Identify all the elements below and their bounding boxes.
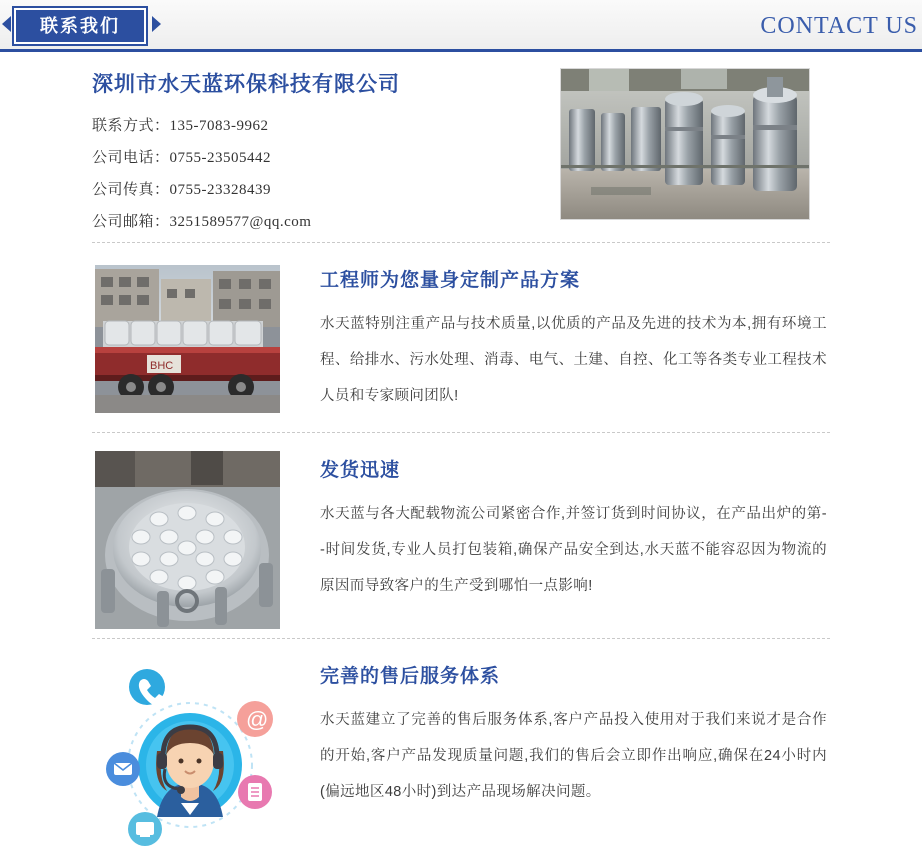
filter-vessel-photo <box>95 451 280 629</box>
customer-service-illustration <box>95 657 285 847</box>
feature-title: 发货迅速 <box>320 460 401 481</box>
svg-text:@: @ <box>246 707 269 732</box>
feature-row-fast-shipping <box>0 433 922 638</box>
contact-label: 联系方式： <box>92 117 170 134</box>
svg-text:BHC: BHC <box>150 360 174 372</box>
feature-row-custom-solution <box>0 243 922 432</box>
header-tab-contact[interactable]: 联系我们 <box>14 8 146 44</box>
contact-info <box>92 68 542 238</box>
contact-block <box>0 52 922 242</box>
feature-body <box>320 455 827 604</box>
contact-value: 0755-23328439 <box>169 182 272 198</box>
tab-right-arrow-icon <box>152 16 161 32</box>
header-english-label: CONTACT US <box>760 13 918 39</box>
contact-value: 3251589577@qq.com <box>169 214 312 230</box>
contact-line <box>92 110 542 142</box>
contact-value: 135-7083-9962 <box>169 118 269 134</box>
feature-row-after-sales <box>0 639 922 844</box>
contact-line <box>92 142 542 174</box>
feature-body <box>320 661 827 810</box>
page-header <box>0 0 922 52</box>
contact-label: 公司传真： <box>92 181 170 198</box>
feature-text: 水天蓝建立了完善的售后服务体系,客户产品投入使用对于我们来说才是合作的开始,客户产品发现质量问题,我们的售后会立即作出响应,确保在24小时内(偏远地区48小时)到达产品现场解决问题。 <box>320 712 827 800</box>
factory-tanks-photo <box>560 68 810 220</box>
feature-title: 完善的售后服务体系 <box>320 666 501 687</box>
feature-title: 工程师为您量身定制产品方案 <box>320 270 581 291</box>
contact-label: 公司邮箱： <box>92 213 170 230</box>
tab-left-arrow-icon <box>2 16 11 32</box>
contact-line <box>92 206 542 238</box>
company-name: 深圳市水天蓝环保科技有限公司 <box>92 73 400 96</box>
feature-body <box>320 265 827 414</box>
contact-label: 公司电话： <box>92 149 170 166</box>
feature-text: 水天蓝与各大配载物流公司紧密合作,并签订货到时间协议，在产品出炉的第- -时间发货,专业人员打包装箱,确保产品安全到达,水天蓝不能容忍因为物流的原因而导致客户的生产受到哪怕一点影响! <box>320 506 827 594</box>
contact-value: 0755-23505442 <box>169 150 272 166</box>
truck-delivery-photo <box>95 265 280 413</box>
feature-text: 水天蓝特别注重产品与技术质量,以优质的产品及先进的技术为本,拥有环境工程、给排水、污水处理、消毒、电气、土建、自控、化工等各类专业工程技术人员和专家顾问团队! <box>320 316 827 404</box>
contact-line <box>92 174 542 206</box>
